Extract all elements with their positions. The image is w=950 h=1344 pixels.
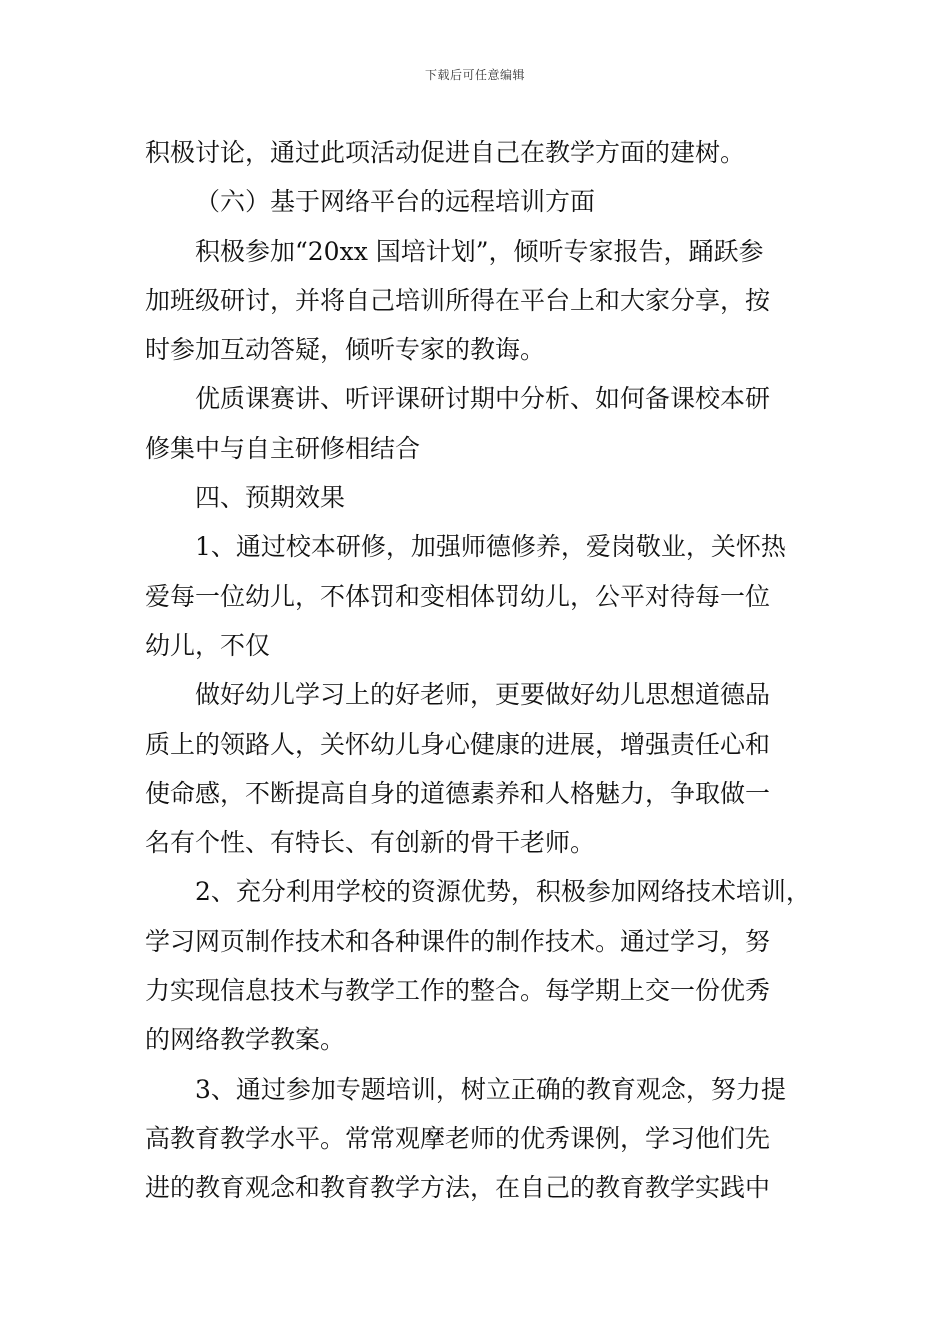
text-line: 做好幼儿学习上的好老师，更要做好幼儿思想道德品 bbox=[195, 680, 771, 710]
document-body bbox=[145, 128, 810, 1213]
text-line: 3、通过参加专题培训，树立正确的教育观念，努力提 bbox=[195, 1074, 786, 1104]
text-line: 积极讨论，通过此项活动促进自己在教学方面的建树。 bbox=[145, 138, 746, 167]
text-line: 高教育教学水平。常常观摩老师的优秀课例，学习他们先 bbox=[145, 1123, 771, 1153]
text-line: 使命感，不断提高自身的道德素养和人格魅力，争取做一 bbox=[145, 778, 771, 808]
text-line: 力实现信息技术与教学工作的整合。每学期上交一份优秀 bbox=[145, 976, 771, 1006]
text-line: 时参加互动答疑，倾听专家的教诲。 bbox=[145, 335, 546, 365]
text-line: 名有个性、有特长、有创新的骨干老师。 bbox=[145, 828, 596, 858]
text-line: 质上的领路人，关怀幼儿身心健康的进展，增强责任心和 bbox=[145, 729, 771, 759]
text-line: 积极参加“20xx 国培计划”，倾听专家报告，踊跃参 bbox=[195, 236, 764, 266]
text-line: 加班级研讨，并将自己培训所得在平台上和大家分享，按 bbox=[145, 285, 771, 315]
text-line: 的网络教学教案。 bbox=[145, 1025, 346, 1055]
text-line: 优质课赛讲、听评课研讨期中分析、如何备课校本研 bbox=[195, 384, 771, 414]
section-heading-4: 四、预期效果 bbox=[195, 483, 346, 513]
text-line: 进的教育观念和教育教学方法，在自己的教育教学实践中 bbox=[145, 1173, 771, 1203]
page-header: 下载后可任意编辑 bbox=[424, 68, 525, 82]
section-heading-6: （六）基于网络平台的远程培训方面 bbox=[195, 187, 596, 217]
text-line: 学习网页制作技术和各种课件的制作技术。通过学习，努 bbox=[145, 926, 771, 956]
text-line: 爱每一位幼儿，不体罚和变相体罚幼儿，公平对待每一位 bbox=[145, 581, 771, 611]
text-line: 2、充分利用学校的资源优势，积极参加网络技术培训， bbox=[195, 877, 811, 907]
text-line: 1、通过校本研修，加强师德修养，爱岗敬业，关怀热 bbox=[195, 532, 786, 562]
text-line: 幼儿，不仅 bbox=[145, 630, 271, 660]
text-line: 修集中与自主研修相结合 bbox=[145, 433, 421, 463]
